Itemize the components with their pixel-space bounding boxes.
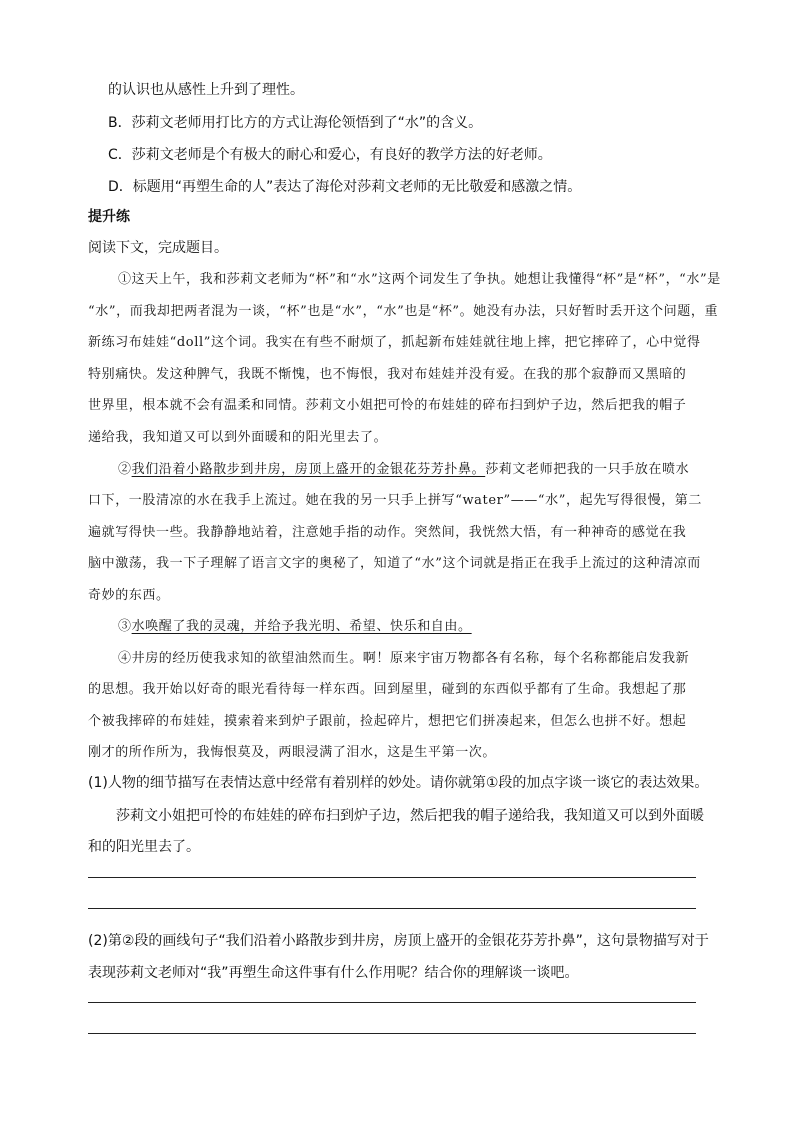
reading-instruction: 阅读下文，完成题目。 [88, 240, 228, 256]
passage-p2-line: 遍就写得快一些。我静静地站着，注意她手指的动作。突然间，我恍然大悟，有一种神奇的感觉在我 [88, 525, 687, 540]
passage-p1-line: 新练习布娃娃“doll”这个词。我实在有些不耐烦了，抓起新布娃娃就往地上摔，把它摔碎了，心中觉得 [88, 335, 701, 350]
question-1-quote: 莎莉文小姐把可怜的布娃娃的碎布扫到炉子边，然后把我的帽子递给我，我知道又可以到外面暖 [116, 808, 704, 824]
passage-p3 [118, 617, 738, 637]
option-d: D．标题用“再塑生命的人”表达了海伦对莎莉文老师的无比敬爱和感激之情。 [108, 179, 582, 195]
question-1-quote: 和的阳光里去了。 [88, 839, 200, 855]
passage-p1-line: ①这天上午，我和莎莉文老师为“杯”和“水”这两个词发生了争执。她想让我懂得“杯”是“杯”，“水”是 [118, 272, 721, 287]
paragraph-mark: ③ [118, 619, 132, 634]
option-a-continuation: 的认识也从感性上升到了理性。 [108, 82, 304, 98]
passage-p2-line: 口下，一股清凉的水在我手上流过。她在我的另一只手上拼写“water”——“水”，起先写得很慢，第二 [88, 493, 702, 508]
passage-p2-line: 脑中激荡，我一下子理解了语言文字的奥秘了，知道了“水”这个词就是指正在我手上流过的这种清凉而 [88, 556, 701, 571]
underlined-sentence: 我们沿着小路散步到井房，房顶上盛开的金银花芬芳扑鼻。 [131, 462, 486, 477]
answer-line[interactable] [88, 877, 696, 878]
answer-line[interactable] [88, 908, 696, 909]
passage-p1-line: 递给我，我知道又可以到外面暖和的阳光里去了。 [88, 430, 388, 445]
answer-line[interactable] [88, 1002, 696, 1003]
passage-p4-line: 刚才的所作所为，我悔恨莫及，两眼浸满了泪水，这是生平第一次。 [88, 745, 497, 760]
passage-p2-first-line [118, 460, 738, 480]
passage-p4-line: 个被我摔碎的布娃娃，摸索着来到炉子跟前，捡起碎片，想把它们拼凑起来，但怎么也拼不好。想起 [88, 714, 687, 729]
passage-p2-line: 奇妙的东西。 [88, 588, 170, 603]
passage-p1-line: 特别痛快。发这种脾气，我既不惭愧，也不悔恨，我对布娃娃并没有爱。在我的那个寂静而又黑暗的 [88, 367, 687, 382]
question-2: (2)第②段的画线句子“我们沿着小路散步到井房，房顶上盛开的金银花芬芳扑鼻”，这句景物描写对于 [88, 933, 709, 949]
question-1: (1)人物的细节描写在表情达意中经常有着别样的妙处。请你就第①段的加点字谈一谈它的表达效果。 [88, 775, 709, 791]
paragraph-mark: ② [118, 462, 132, 477]
answer-line[interactable] [88, 1033, 696, 1034]
passage-p1-line: 世界里，根本就不会有温柔和同情。莎莉文小姐把可怜的布娃娃的碎布扫到炉子边，然后把我的帽子 [88, 398, 687, 413]
section-title: 提升练 [88, 209, 130, 225]
passage-p4-line: ④井房的经历使我求知的欲望油然而生。啊！原来宇宙万物都各有名称，每个名称都能启发我新 [118, 651, 690, 666]
passage-p1-line: “水”，而我却把两者混为一谈，“杯”也是“水”，“水”也是“杯”。她没有办法，只好暂时丢开这个问题，重 [88, 304, 719, 319]
underlined-sentence: 水唤醒了我的灵魂，并给予我光明、希望、快乐和自由。 [131, 619, 472, 634]
passage-p4-line: 的思想。我开始以好奇的眼光看待每一样东西。回到屋里，碰到的东西似乎都有了生命。我想起了那 [88, 682, 687, 697]
option-b: B．莎莉文老师用打比方的方式让海伦领悟到了“水”的含义。 [108, 115, 483, 131]
question-2: 表现莎莉文老师对“我”再塑生命这件事有什么作用呢？结合你的理解谈一谈吧。 [88, 965, 579, 981]
option-c: C．莎莉文老师是个有极大的耐心和爱心，有良好的教学方法的好老师。 [108, 147, 552, 163]
passage-text: 莎莉文老师把我的一只手放在喷水 [485, 462, 690, 477]
